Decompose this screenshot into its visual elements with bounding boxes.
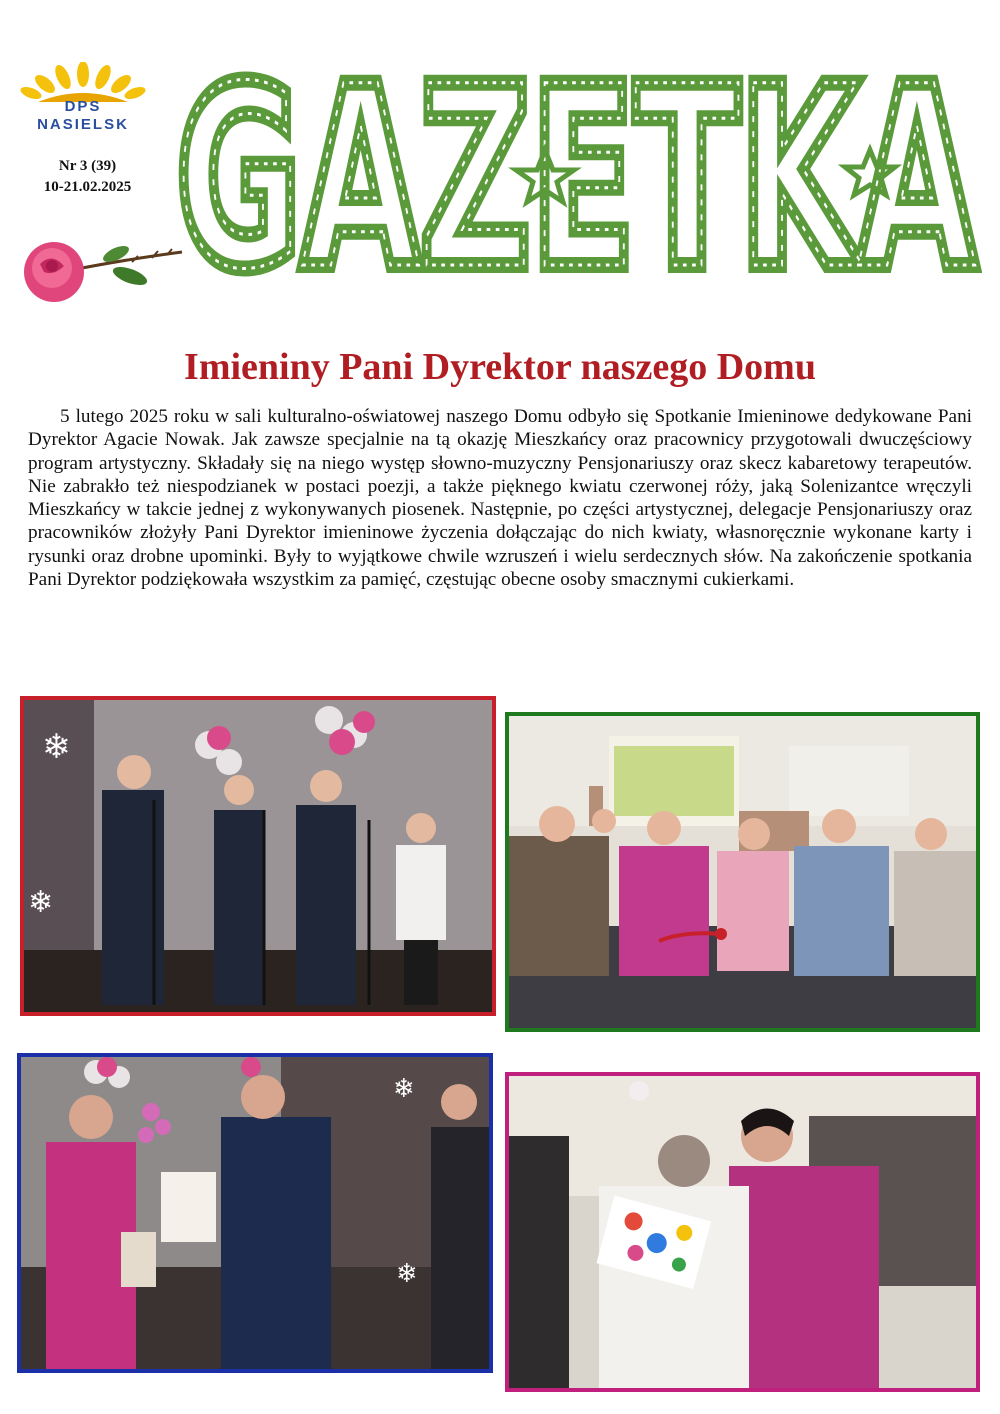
snowflake-icon: ❄ (28, 885, 54, 920)
photo-stage-performance (20, 696, 496, 1016)
rose-icon (12, 230, 187, 310)
masthead-gazetka (170, 30, 982, 310)
photo-orchid-gift (17, 1053, 493, 1373)
sun-icon (18, 62, 148, 102)
article-title: Imieniny Pani Dyrektor naszego Domu (184, 346, 816, 388)
masthead-texture: GAZETKA (176, 33, 976, 310)
photo-hug-drawing (505, 1072, 980, 1392)
logo-line2: NASIELSK (37, 116, 129, 133)
issue-dates: 10-21.02.2025 (43, 179, 132, 195)
dps-logo (18, 62, 148, 142)
masthead-text: GAZETKA (176, 33, 976, 310)
snowflake-icon: ❄ (393, 1074, 415, 1104)
article-body: 5 lutego 2025 roku w sali kulturalno-oświatowej naszego Domu odbyło się Spotkanie Imieninowe dedykowane Pani Dyrektor Agacie Nowak. Jak zawsze specjalnie na tą okazję Mieszkańcy oraz pracownicy przygotowali dwuczęściowy program artystyczny. Składały się na niego występ słowno-muzyczny Pensjonariuszy oraz skecz kabaretowy terapeutów. Nie zabrakło też niespodzianek w postaci poezji, a także pięknego kwiatu czerwonej róży, jaką Solenizantce wręczyli Mieszkańcy w takcie jednej z wykonywanych piosenek. Następnie, po części artystycznej, delegacje Pensjonariuszy oraz pracowników złożyły Pani Dyrektor imieninowe życzenia dołączając do nich kwiaty, własnoręcznie wykonane karty i rysunki oraz drobne upominki. Były to wyjątkowe chwile wzruszeń i wielu serdecznych słów. Na zakończenie spotkania Pani Dyrektor podziękowała wszystkim za pamięć, częstując obecne osoby smacznymi cukierkami. (28, 406, 972, 591)
snowflake-icon: ❄ (42, 727, 71, 767)
photo-audience (505, 712, 980, 1032)
issue-number: Nr 3 (39) (58, 158, 117, 174)
logo-line1: DPS (64, 98, 102, 115)
snowflake-icon: ❄ (396, 1259, 418, 1289)
